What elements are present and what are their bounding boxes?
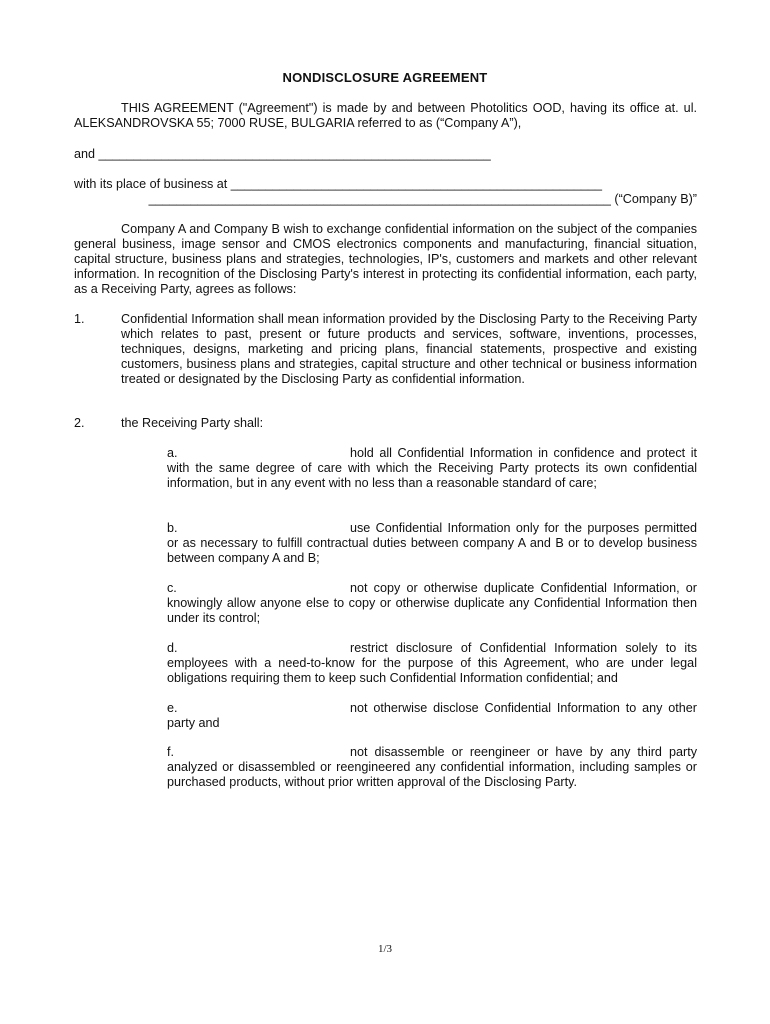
company-b-name-line: and ________________________________________________________ [74,147,491,161]
clause-number: 2. [74,416,85,430]
subclause-text: restrict disclosure of Confidential Information solely to its employees with a need-to-know for the purpose of this Agreement, who are under legal obligations requiring them to keep such Confidential Information confidential; and [167,641,697,685]
subclause-letter: f. [167,745,174,759]
company-b-address-line-2: __________________________________________________________________ (“Company B)” [148,192,697,206]
subclause-letter: d. [167,641,178,655]
subclause-a [167,446,697,491]
subclause-text: not otherwise disclose Confidential Information to any other party and [167,701,697,730]
subclause-text: use Confidential Information only for the purposes permitted or as necessary to fulfill contractual duties between company A and B or to develop business between company A and B; [167,521,697,565]
clause-text: the Receiving Party shall: [121,416,264,430]
subclause-e [167,701,697,731]
subclause-f [167,745,697,790]
subclause-d [167,641,697,686]
subclause-text: hold all Confidential Information in confidence and protect it with the same degree of care with which the Receiving Party protects its own confidential information, but in any event with no less than a reasonable standard of care; [167,446,697,490]
clause-number: 1. [74,312,85,326]
subclause-c [167,581,697,626]
clause-text: Confidential Information shall mean information provided by the Disclosing Party to the Receiving Party which relates to past, present or future products and services, software, inventions, processes, techniques, designs, marketing and pricing plans, financial statements, prospective and existing customers, business plans and strategies, capital structure and other technical or business information treated or designated by the Disclosing Party as confidential information. [121,312,697,386]
subclause-text: not disassemble or reengineer or have by any third party analyzed or disassembled or reengineered any confidential information, including samples or purchased products, without prior written approval of the Disclosing Party. [167,745,697,789]
subclause-letter: c. [167,581,177,595]
subclause-text: not copy or otherwise duplicate Confidential Information, or knowingly allow anyone else to copy or otherwise duplicate any Confidential Information then under its control; [167,581,697,625]
subclause-letter: b. [167,521,178,535]
document-title: NONDISCLOSURE AGREEMENT [282,70,488,85]
purpose-paragraph: Company A and Company B wish to exchange confidential information on the subject of the companies general business, image sensor and CMOS electronics components and manufacturing, financial situation, capital structure, business plans and strategies, technologies, IP's, customers and markets and other relevant information. In recognition of the Disclosing Party's interest in protecting its confidential information, each party, as a Receiving Party, agrees as follows: [74,222,697,296]
subclause-b [167,521,697,566]
company-b-address-line-1: with its place of business at _____________________________________________________ [74,177,603,191]
subclause-letter: e. [167,701,178,715]
page-number: 1/3 [377,943,393,955]
intro-paragraph: THIS AGREEMENT ("Agreement") is made by and between Photolitics OOD, having its office at. ul. ALEKSANDROVSKA 55; 7000 RUSE, BULGARIA referred to as (“Company A”), [74,101,697,130]
subclause-letter: a. [167,446,178,460]
